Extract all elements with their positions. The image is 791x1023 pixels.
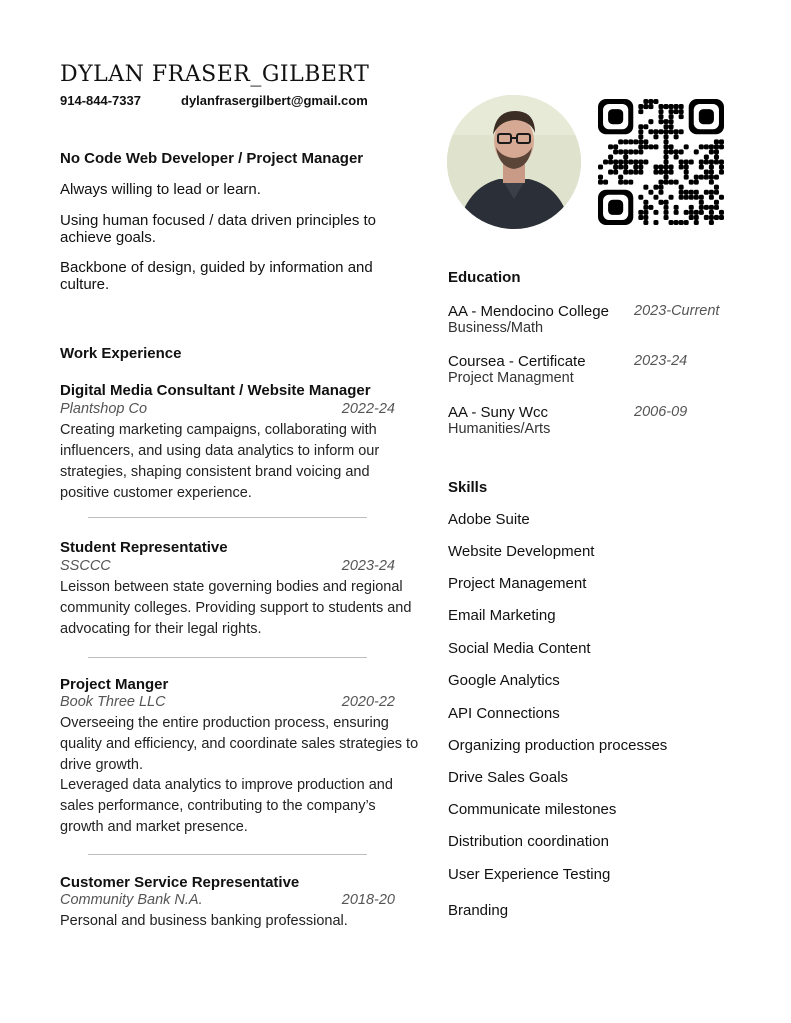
skill-item: Project Management bbox=[448, 575, 587, 592]
phone-number: 914-844-7337 bbox=[60, 93, 141, 108]
skill-item: Drive Sales Goals bbox=[448, 769, 569, 786]
education-field: Business/Math bbox=[448, 320, 544, 336]
education-date: 2006-09 bbox=[634, 404, 688, 420]
education-heading: Education bbox=[448, 269, 521, 286]
job-date: 2020-22 bbox=[341, 694, 395, 710]
skill-item: Branding bbox=[448, 902, 509, 919]
education-date: 2023-24 bbox=[634, 353, 688, 369]
skill-item: Website Development bbox=[448, 543, 595, 560]
education-school: Coursea - Certificate bbox=[448, 353, 586, 370]
skill-item: Organizing production processes bbox=[448, 737, 668, 754]
job-date: 2023-24 bbox=[341, 558, 395, 574]
qr-code bbox=[598, 99, 724, 225]
skill-item: Email Marketing bbox=[448, 607, 556, 624]
job-organization: SSCCC bbox=[60, 558, 111, 574]
email-address: dylanfrasergilbert@gmail.com bbox=[181, 93, 368, 108]
job-title: Digital Media Consultant / Website Manager bbox=[60, 382, 371, 399]
skill-item: Google Analytics bbox=[448, 672, 560, 689]
job-description: Overseeing the entire production process, ensuring quality and efficiency, and coordinate sales strategies to drive growth. bbox=[60, 715, 419, 773]
job-description: Leisson between state governing bodies and regional community colleges. Providing support to students and advocating for their legal rights. bbox=[60, 579, 412, 637]
skill-item: User Experience Testing bbox=[448, 866, 611, 883]
skill-item: Communicate milestones bbox=[448, 801, 617, 818]
job-title: Project Manger bbox=[60, 676, 169, 693]
resume-name: DYLAN FRASER_GILBERT bbox=[60, 62, 370, 87]
summary-title: No Code Web Developer / Project Manager bbox=[60, 150, 364, 167]
skill-item: Adobe Suite bbox=[448, 511, 530, 528]
job-organization: Plantshop Co bbox=[60, 401, 148, 417]
skills-heading: Skills bbox=[448, 479, 488, 496]
education-field: Project Managment bbox=[448, 370, 574, 386]
job-organization: Community Bank N.A. bbox=[60, 892, 203, 908]
skill-item: API Connections bbox=[448, 705, 560, 722]
job-organization: Book Three LLC bbox=[60, 694, 166, 710]
job-description: Creating marketing campaigns, collaborating with influencers, and using data analytics to inform our strategies, shaping consistent brand voicing and positive customer experience. bbox=[60, 422, 380, 501]
education-date: 2023-Current bbox=[634, 303, 720, 319]
divider bbox=[88, 657, 367, 658]
summary-line: Backbone of design, guided by information and culture. bbox=[60, 259, 373, 293]
work-experience-heading: Work Experience bbox=[60, 345, 182, 362]
job-date: 2018-20 bbox=[341, 892, 395, 908]
education-field: Humanities/Arts bbox=[448, 421, 551, 437]
summary-line: Using human focused / data driven principles to achieve goals. bbox=[60, 212, 377, 246]
summary-line: Always willing to lead or learn. bbox=[60, 181, 261, 198]
education-school: AA - Suny Wcc bbox=[448, 404, 549, 421]
job-description: Leveraged data analytics to improve production and sales performance, contributing to the company’s growth and market presence. bbox=[60, 777, 393, 835]
job-title: Student Representative bbox=[60, 539, 228, 556]
profile-photo bbox=[447, 95, 581, 229]
job-title: Customer Service Representative bbox=[60, 874, 300, 891]
job-description: Personal and business banking professional. bbox=[60, 913, 348, 929]
divider bbox=[88, 517, 367, 518]
divider bbox=[88, 854, 367, 855]
job-date: 2022-24 bbox=[341, 401, 395, 417]
skill-item: Social Media Content bbox=[448, 640, 591, 657]
skill-item: Distribution coordination bbox=[448, 833, 609, 850]
education-school: AA - Mendocino College bbox=[448, 303, 609, 320]
